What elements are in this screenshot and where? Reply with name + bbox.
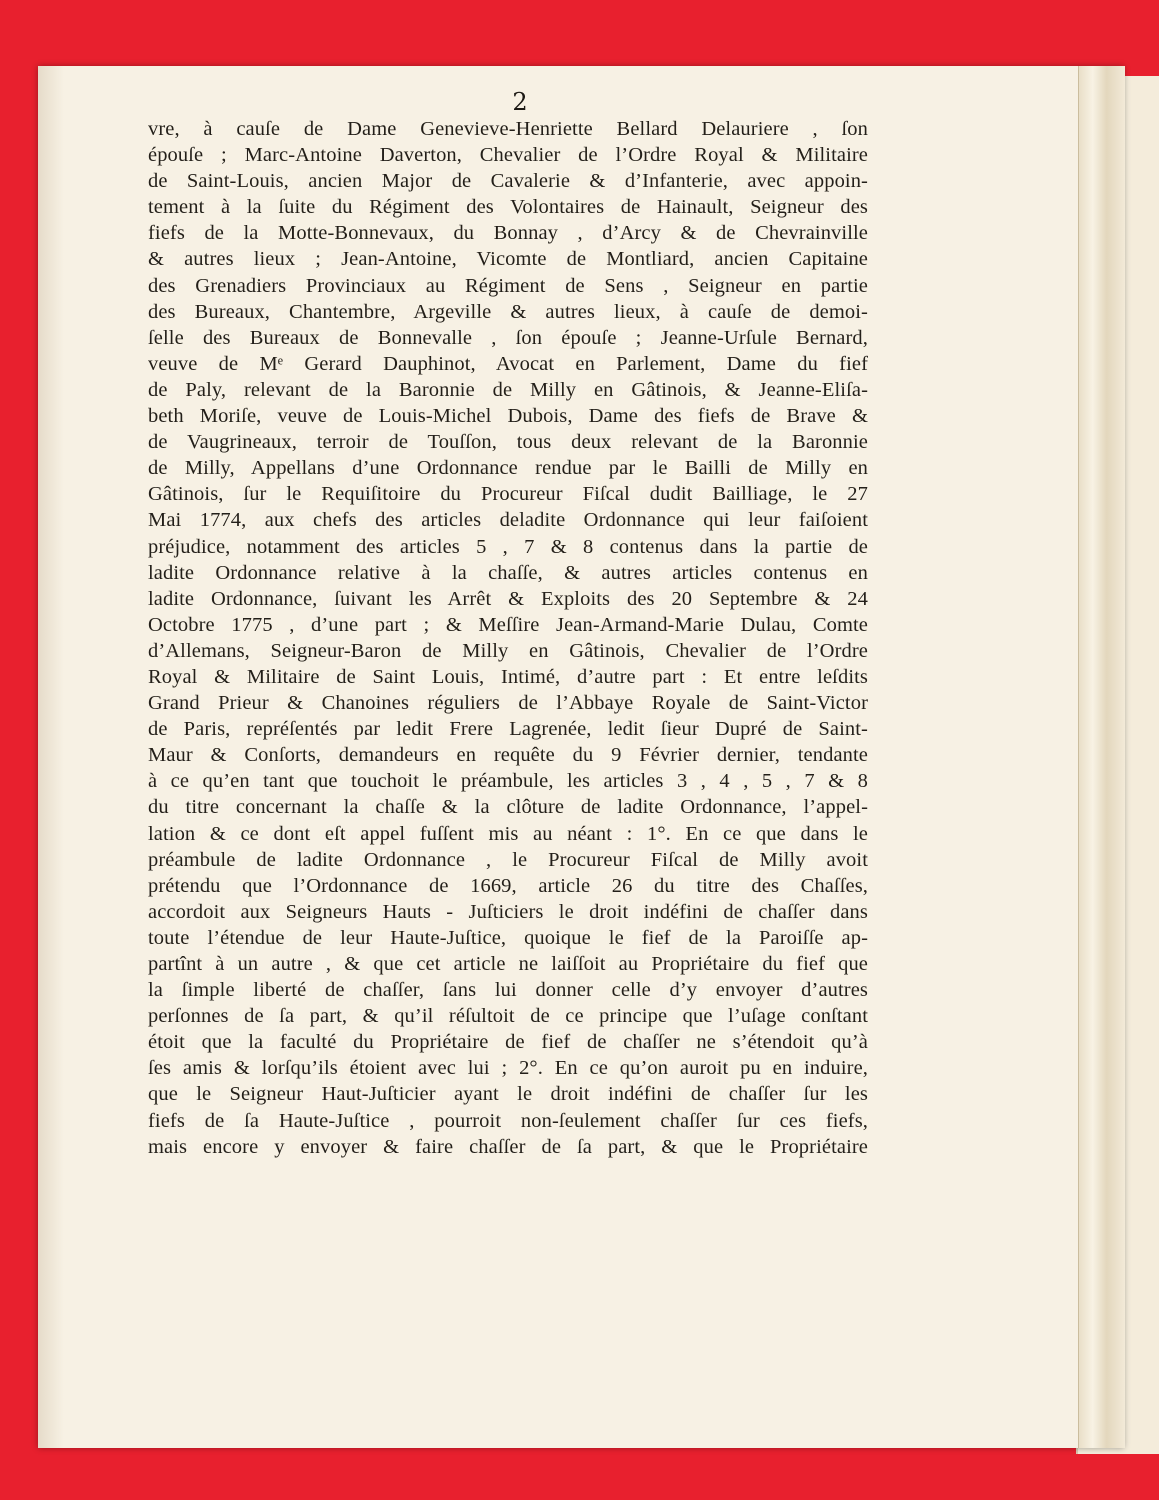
text-line: d’Allemans, Seigneur-Baron de Milly en Gâtinois, Chevalier de l’Ordre [148,639,868,662]
text-line: fiefs de ſa Haute-Juſtice , pourroit non-ſeulement chaſſer ſur ces fiefs, [148,1109,868,1132]
text-line: toute l’étendue de leur Haute-Juſtice, quoique le fief de la Paroiſſe ap- [148,926,868,949]
text-line: de Paris, repréſentés par ledit Frere Lagrenée, ledit ſieur Dupré de Saint- [148,718,868,741]
text-line: partînt à un autre , & que cet article ne laiſſoit au Propriétaire du fief que [148,953,868,975]
text-line: veuve de Mᵉ Gerard Dauphinot, Avocat en Parlement, Dame du fief [148,352,868,375]
text-line: Royal & Militaire de Saint Louis, Intimé, d’autre part : Et entre leſdits [148,665,868,688]
text-line: Mai 1774, aux chefs des articles deladite Ordonnance qui leur faiſoient [148,509,868,532]
text-line: ſes amis & lorſqu’ils étoient avec lui ; 2°. En ce qu’on auroit pu en induire, [148,1057,868,1080]
text-line: mais encore y envoyer & faire chaſſer de ſa part, & que le Propriétaire [148,1135,868,1158]
text-line: de Saint-Louis, ancien Major de Cavalerie & d’Infanterie, avec appoin- [148,170,868,193]
text-line: ſelle des Bureaux de Bonnevalle , ſon épouſe ; Jeanne-Urſule Bernard, [148,326,868,349]
page-gutter [1078,66,1125,1448]
text-line: Grand Prieur & Chanoines réguliers de l’Abbaye Royale de Saint-Victor [148,692,868,715]
text-line: tement à la ſuite du Régiment des Volontaires de Hainault, Seigneur des [148,196,868,219]
text-line: & autres lieux ; Jean-Antoine, Vicomte de Montliard, ancien Capitaine [148,248,868,271]
text-line: vre, à cauſe de Dame Genevieve-Henriette Bellard Delauriere , ſon [148,118,868,140]
text-line: préambule de ladite Ordonnance , le Procureur Fiſcal de Milly avoit [148,848,868,871]
text-line: Maur & Conſorts, demandeurs en requête du 9 Février dernier, tendante [148,744,868,767]
text-line: à ce qu’en tant que touchoit le préambule, les articles 3 , 4 , 5 , 7 & 8 [148,770,868,793]
text-line: Gâtinois, ſur le Requiſitoire du Procureur Fiſcal dudit Bailliage, le 27 [148,483,868,506]
text-line: de Vaugrineaux, terroir de Touſſon, tous deux relevant de la Baronnie [148,431,868,454]
text-line: fiefs de la Motte-Bonnevaux, du Bonnay , d’Arcy & de Chevrainville [148,222,868,245]
text-line: beth Moriſe, veuve de Louis-Michel Dubois, Dame des fiefs de Brave & [148,405,868,428]
text-line: ladite Ordonnance, ſuivant les Arrêt & Exploits des 20 Septembre & 24 [148,587,868,610]
body-text [148,116,868,1160]
text-line: du titre concernant la chaſſe & la clôture de ladite Ordonnance, l’appel- [148,796,868,819]
text-line: perſonnes de ſa part, & qu’il réſultoit de ce principe que l’uſage conſtant [148,1005,868,1028]
text-line: préjudice, notamment des articles 5 , 7 & 8 contenus dans la partie de [148,535,868,558]
text-line: que le Seigneur Haut-Juſticier ayant le droit indéfini de chaſſer ſur les [148,1083,868,1106]
text-line: prétendu que l’Ordonnance de 1669, article 26 du titre des Chaſſes, [148,874,868,897]
text-line: accordoit aux Seigneurs Hauts - Juſticiers le droit indéfini de chaſſer dans [148,900,868,923]
text-line: la ſimple liberté de chaſſer, ſans lui donner celle d’y envoyer d’autres [148,979,868,1002]
text-line: étoit que la faculté du Propriétaire de fief de chaſſer ne s’étendoit qu’à [148,1031,868,1054]
text-line: Octobre 1775 , d’une part ; & Meſſire Jean-Armand-Marie Dulau, Comte [148,613,868,636]
page-number: 2 [512,88,528,116]
text-line: des Bureaux, Chantembre, Argeville & autres lieux, à cauſe de demoi- [148,300,868,323]
text-line: épouſe ; Marc-Antoine Daverton, Chevalier de l’Ordre Royal & Militaire [148,144,868,167]
text-line: lation & ce dont eſt appel fuſſent mis au néant : 1°. En ce que dans le [148,822,868,845]
page-shadow [38,66,64,1448]
text-line: de Paly, relevant de la Baronnie de Milly en Gâtinois, & Jeanne-Eliſa- [148,378,868,401]
text-line: des Grenadiers Provinciaux au Régiment de Sens , Seigneur en partie [148,274,868,297]
text-line: ladite Ordonnance relative à la chaſſe, & autres articles contenus en [148,561,868,584]
text-line: de Milly, Appellans d’une Ordonnance rendue par le Bailli de Milly en [148,457,868,480]
